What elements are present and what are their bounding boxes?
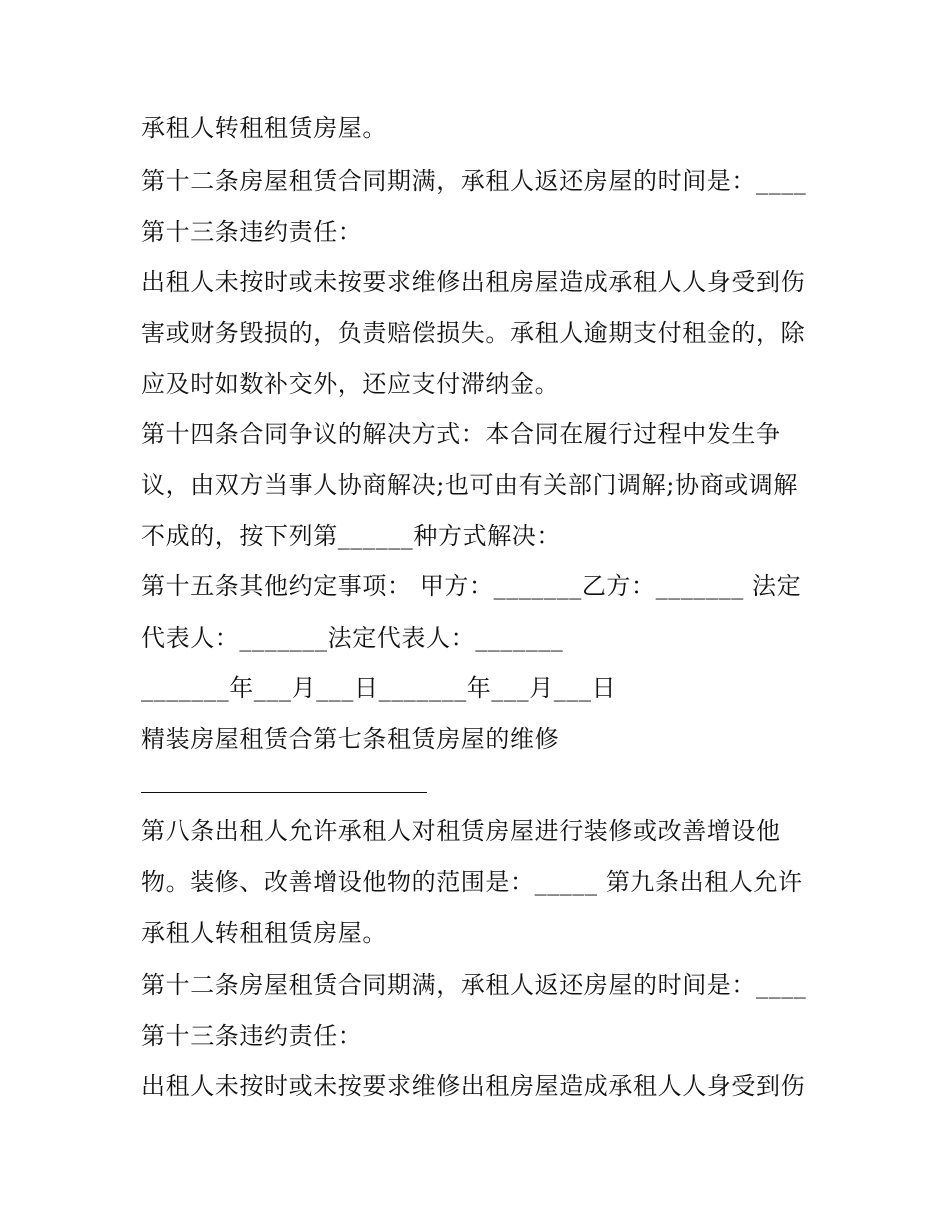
text-line: 应及时如数补交外，还应支付滞纳金。 xyxy=(141,370,560,398)
text-line: 承租人转租租赁房屋。 xyxy=(141,919,387,947)
text-line: 承租人转租租赁房屋。 xyxy=(141,114,387,142)
text-line: 害或财务毁损的，负责赔偿损失。承租人逾期支付租金的，除 xyxy=(141,319,806,347)
text-line: 议，由双方当事人协商解决;也可由有关部门调解;协商或调解 xyxy=(141,471,798,499)
text-line: 第八条出租人允许承租人对租赁房屋进行装修或改善增设他 xyxy=(141,817,781,845)
text-line: 第十四条合同争议的解决方式：本合同在履行过程中发生争 xyxy=(141,420,781,448)
text-line: 第十三条违约责任： xyxy=(141,1022,363,1050)
text-line: 不成的，按下列第______种方式解决： xyxy=(141,522,561,550)
text-line: 第十三条违约责任： xyxy=(141,218,363,246)
text-line: 出租人未按时或未按要求维修出租房屋造成承租人人身受到伤 xyxy=(141,1072,806,1100)
text-line: 第十二条房屋租赁合同期满，承租人返还房屋的时间是：____ xyxy=(141,971,807,999)
text-line: 物。装修、改善增设他物的范围是：_____ 第九条出租人允许 xyxy=(141,868,803,896)
text-line: 代表人：_______法定代表人：_______ xyxy=(141,624,564,652)
text-line: 第十二条房屋租赁合同期满，承租人返还房屋的时间是：____ xyxy=(141,167,807,195)
signature-rule xyxy=(141,792,427,793)
text-line: 第十五条其他约定事项： 甲方：_______乙方：_______ 法定 xyxy=(141,572,802,600)
text-line: _______年___月___日_______年___月___日 xyxy=(141,674,617,702)
text-line: 精装房屋租赁合第七条租赁房屋的维修 xyxy=(141,725,560,753)
text-line: 出租人未按时或未按要求维修出租房屋造成承租人人身受到伤 xyxy=(141,268,806,296)
